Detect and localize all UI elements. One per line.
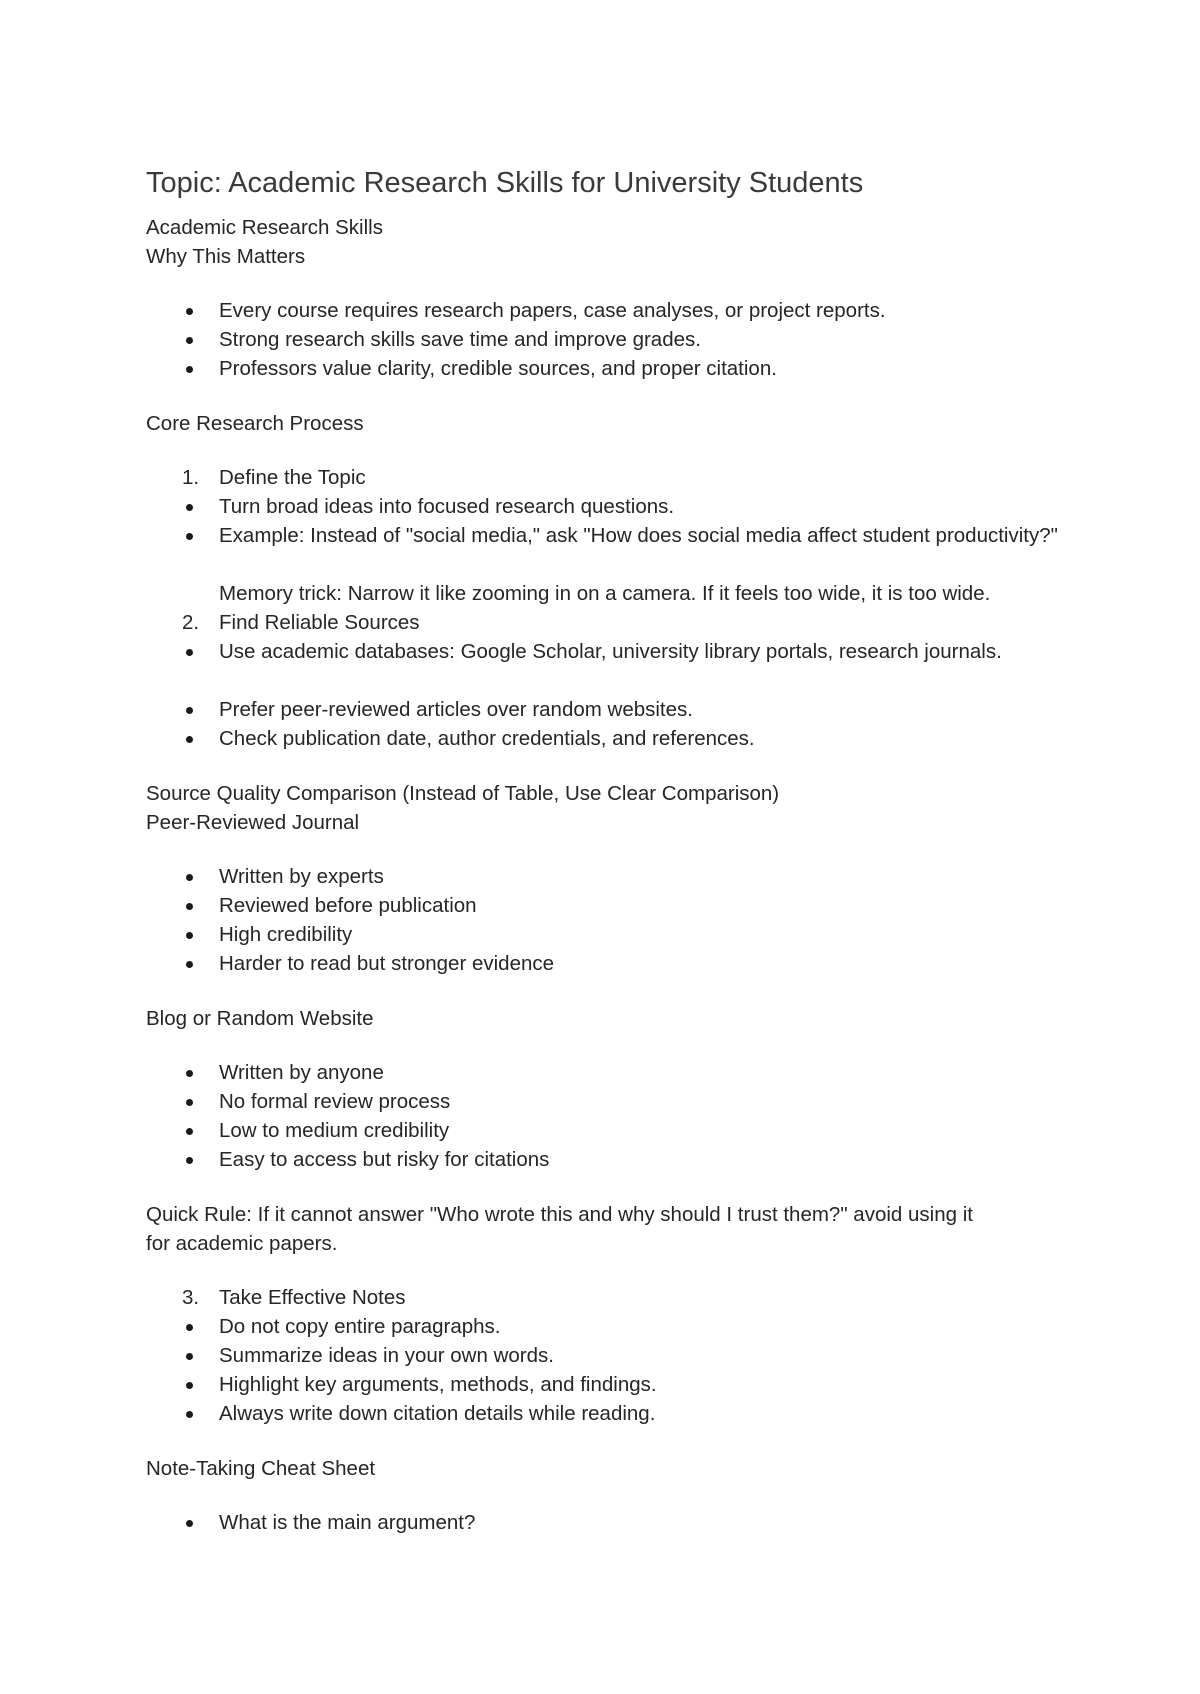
bullet-icon [186, 736, 193, 743]
list-item: Highlight key arguments, methods, and findings. [146, 1370, 1076, 1399]
list-item: Harder to read but stronger evidence [146, 949, 1076, 978]
numbered-item: 3. Take Effective Notes [182, 1286, 406, 1309]
quick-rule: Quick Rule: If it cannot answer "Who wrote this and why should I trust them?" avoid using it [146, 1203, 973, 1226]
list-item: Low to medium credibility [146, 1116, 1076, 1145]
bullet-icon [186, 337, 193, 344]
bullet-icon [186, 1382, 193, 1389]
bullet-icon [186, 961, 193, 968]
list-item: Always write down citation details while reading. [146, 1399, 1076, 1428]
list-item: Check publication date, author credentials, and references. [146, 724, 1076, 753]
bullet-icon [186, 1324, 193, 1331]
section-heading: Source Quality Comparison (Instead of Table, Use Clear Comparison) [146, 782, 780, 805]
document-title: Topic: Academic Research Skills for University Students [146, 167, 864, 199]
list-item: Every course requires research papers, case analyses, or project reports. [146, 296, 1076, 325]
bullet-icon [186, 1353, 193, 1360]
bullet-icon [186, 1411, 193, 1418]
section-heading: Academic Research Skills [146, 216, 383, 239]
list-item: No formal review process [146, 1087, 1076, 1116]
bullet-icon [186, 366, 193, 373]
list-item: Written by anyone [146, 1058, 1076, 1087]
bullet-icon [186, 1520, 193, 1527]
list-item: Summarize ideas in your own words. [146, 1341, 1076, 1370]
bullet-icon [186, 1128, 193, 1135]
list-item: Prefer peer-reviewed articles over random websites. [146, 695, 1076, 724]
bullet-icon [186, 932, 193, 939]
bullet-icon [186, 1157, 193, 1164]
bullet-icon [186, 1099, 193, 1106]
list-item: Reviewed before publication [146, 891, 1076, 920]
quick-rule-continued: for academic papers. [146, 1232, 338, 1255]
list-item: Written by experts [146, 862, 1076, 891]
memory-trick: Memory trick: Narrow it like zooming in on a camera. If it feels too wide, it is too wide. [219, 582, 991, 605]
list-item: High credibility [146, 920, 1076, 949]
bullet-icon [186, 1070, 193, 1077]
bullet-icon [186, 649, 193, 656]
list-item: Professors value clarity, credible sources, and proper citation. [146, 354, 1076, 383]
numbered-item: 1. Define the Topic [182, 466, 366, 489]
list-item: Use academic databases: Google Scholar, university library portals, research journals. [146, 637, 1076, 666]
subsection-heading: Blog or Random Website [146, 1007, 374, 1030]
bullet-icon [186, 903, 193, 910]
section-heading: Core Research Process [146, 412, 364, 435]
subsection-heading: Peer-Reviewed Journal [146, 811, 360, 834]
bullet-icon [186, 533, 193, 540]
bullet-icon [186, 308, 193, 315]
list-item: Strong research skills save time and improve grades. [146, 325, 1076, 354]
bullet-icon [186, 504, 193, 511]
list-item: Turn broad ideas into focused research questions. [146, 492, 1076, 521]
section-heading: Note-Taking Cheat Sheet [146, 1457, 376, 1480]
list-item: What is the main argument? [146, 1508, 1076, 1537]
list-item: Do not copy entire paragraphs. [146, 1312, 1076, 1341]
bullet-icon [186, 874, 193, 881]
list-item: Easy to access but risky for citations [146, 1145, 1076, 1174]
numbered-item: 2. Find Reliable Sources [182, 611, 420, 634]
bullet-icon [186, 707, 193, 714]
subsection-heading: Why This Matters [146, 245, 306, 268]
list-item: Example: Instead of "social media," ask "How does social media affect student productivity?" [146, 521, 1076, 550]
